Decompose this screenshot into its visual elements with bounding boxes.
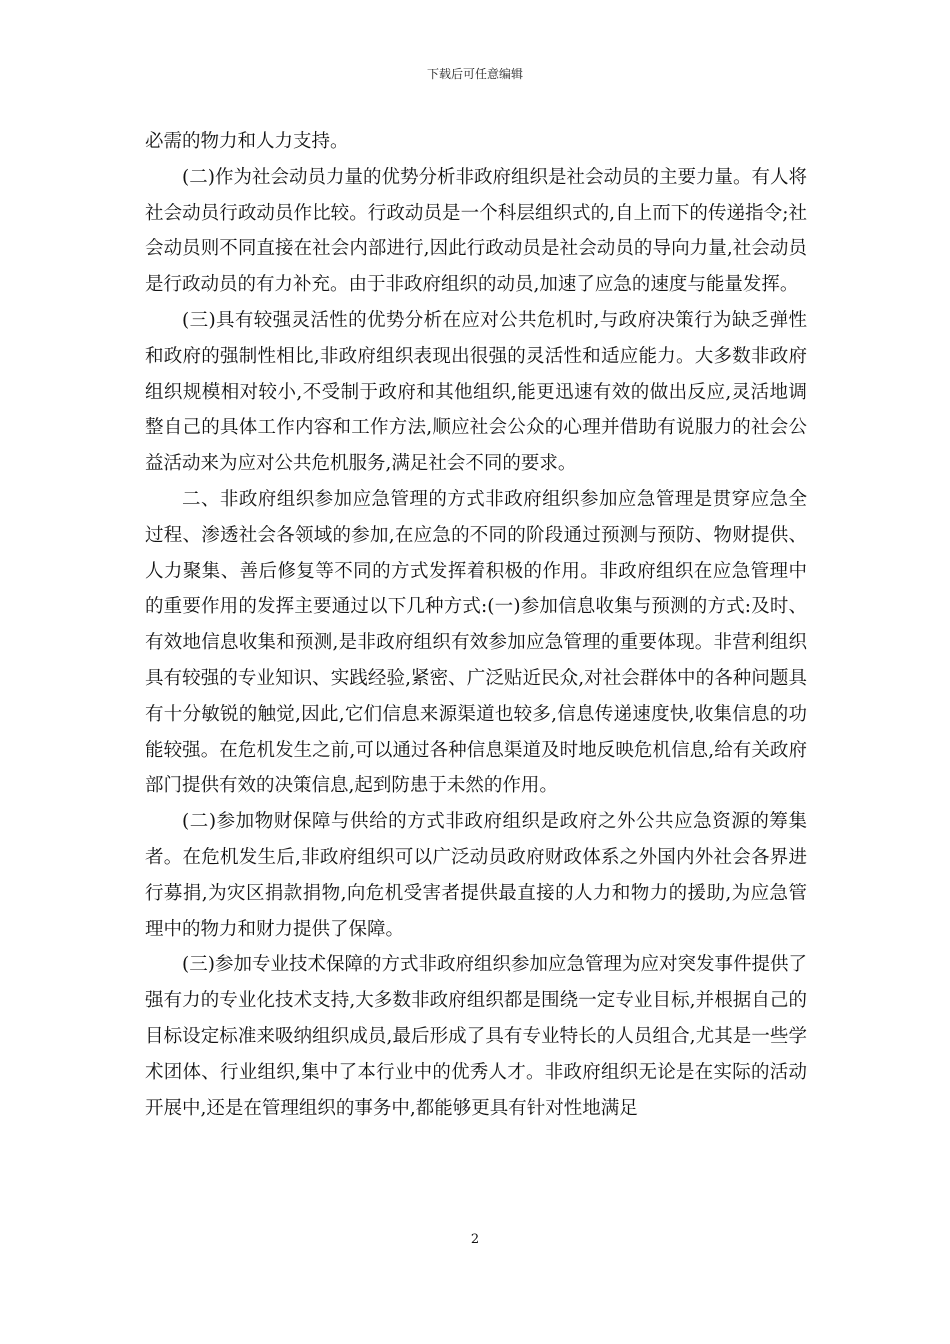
page-header: 下载后可任意编辑 (426, 67, 523, 81)
paragraph-social-mobilization: (二)作为社会动员力量的优势分析非政府组织是社会动员的主要力量。有人将社会动员行政动员作比较。行政动员是一个科层组织式的,自上而下的传递指令;社会动员则不同直接在社会内部进行,因此行政动员是社会动员的导向力量,社会动员是行政动员的有力补充。由于非政府组织的动员,加速了应急的速度与能量发挥。 (145, 166, 807, 296)
document-body (145, 124, 807, 1126)
page-number: 2 (470, 1232, 480, 1247)
paragraph-technical-support: (三)参加专业技术保障的方式非政府组织参加应急管理为应对突发事件提供了强有力的专业化技术支持,大多数非政府组织都是围绕一定专业目标,并根据自己的目标设定标准来吸纳组织成员,最后形成了具有专业特长的人员组合,尤其是一些学术团体、行业组织,集中了本行业中的优秀人才。非政府组织无论是在实际的活动开展中,还是在管理组织的事务中,都能够更具有针对性地满足 (145, 954, 807, 1119)
paragraph-flexibility: (三)具有较强灵活性的优势分析在应对公共危机时,与政府决策行为缺乏弹性和政府的强制性相比,非政府组织表现出很强的灵活性和适应能力。大多数非政府组织规模相对较小,不受制于政府和其他组织,能更迅速有效的做出反应,灵活地调整自己的具体工作内容和工作方法,顺应社会公众的心理并借助有说服力的社会公益活动来为应对公共危机服务,满足社会不同的要求。 (145, 309, 807, 475)
paragraph-material-support: (二)参加物财保障与供给的方式非政府组织是政府之外公共应急资源的筹集者。在危机发生后,非政府组织可以广泛动员政府财政体系之外国内外社会各界进行募捐,为灾区捐款捐物,向危机受害者提供最直接的人力和物力的援助,为应急管理中的物力和财力提供了保障。 (145, 811, 807, 940)
paragraph-participation-methods: 二、非政府组织参加应急管理的方式非政府组织参加应急管理是贯穿应急全过程、渗透社会各领域的参加,在应急的不同的阶段通过预测与预防、物财提供、人力聚集、善后修复等不同的方式发挥着积极的作用。非政府组织在应急管理中的重要作用的发挥主要通过以下几种方式:(一)参加信息收集与预测的方式:及时、有效地信息收集和预测,是非政府组织有效参加应急管理的重要体现。非营利组织具有较强的专业知识、实践经验,紧密、广泛贴近民众,对社会群体中的各种问题具有十分敏锐的触觉,因此,它们信息来源渠道也较多,信息传递速度快,收集信息的功能较强。在危机发生之前,可以通过各种信息渠道及时地反映危机信息,给有关政府部门提供有效的决策信息,起到防患于未然的作用。 (145, 488, 807, 797)
paragraph-continuation: 必需的物力和人力支持。 (145, 131, 349, 152)
